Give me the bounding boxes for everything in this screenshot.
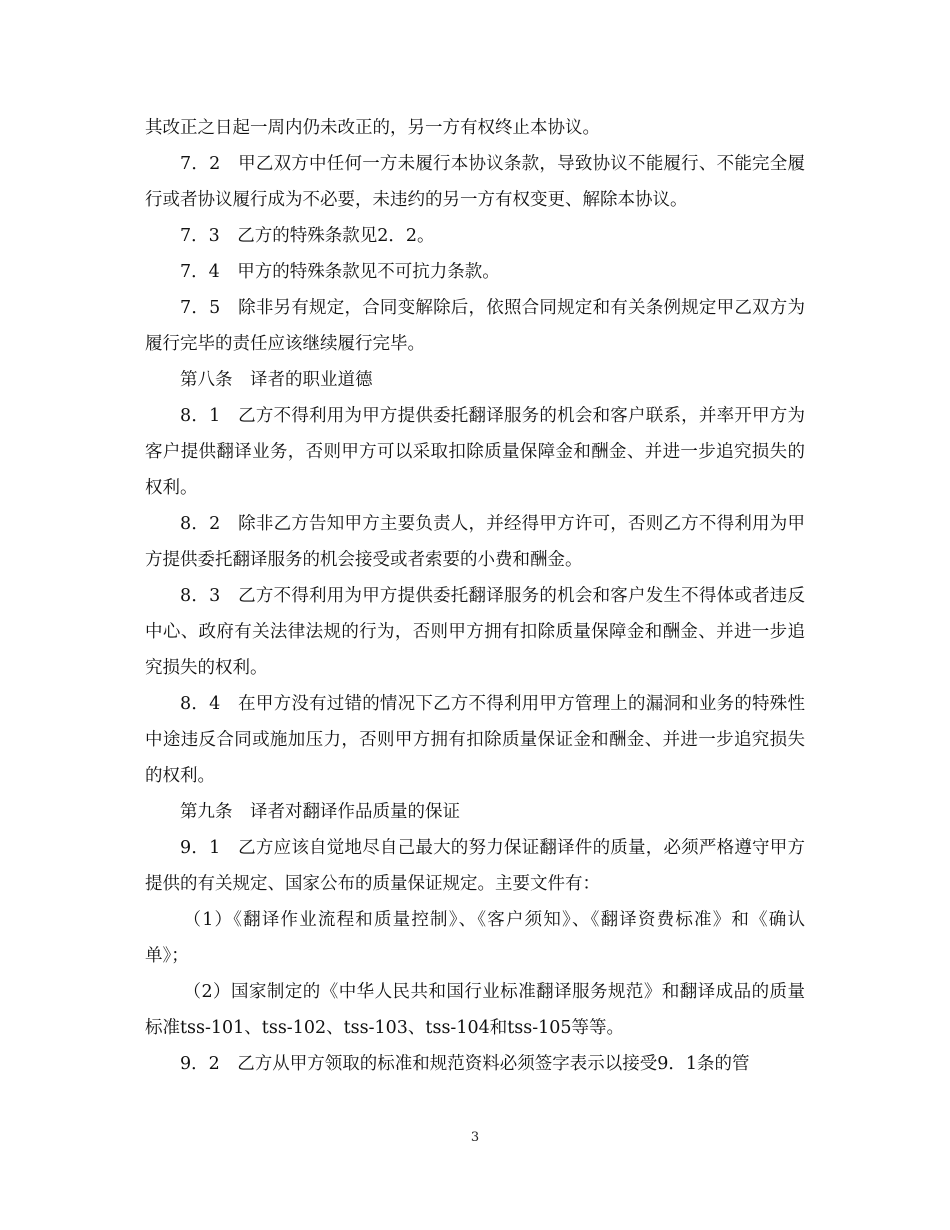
clause-9-1: 9．1 乙方应该自觉地尽自己最大的努力保证翻译件的质量，必须严格遵守甲方提供的有关规定、国家公布的质量保证规定。主要文件有： — [145, 838, 805, 894]
document-body — [145, 110, 805, 1082]
clause-9-2: 9．2 乙方从甲方领取的标准和规范资料必须签字表示以接受9．1条的管 — [180, 1054, 750, 1074]
clause-8-1: 8．1 乙方不得利用为甲方提供委托翻译服务的机会和客户联系，并率开甲方为客户提供翻译业务，否则甲方可以采取扣除质量保障金和酬金、并进一步追究损失的权利。 — [145, 406, 805, 498]
clause-8-4: 8．4 在甲方没有过错的情况下乙方不得利用甲方管理上的漏洞和业务的特殊性中途违反合同或施加压力，否则甲方拥有扣除质量保证金和酬金、并进一步追究损失的权利。 — [145, 694, 805, 786]
clause-7-3: 7．3 乙方的特殊条款见2．2。 — [180, 226, 435, 246]
article-8-heading: 第八条 译者的职业道德 — [180, 370, 373, 390]
clause-8-3: 8．3 乙方不得利用为甲方提供委托翻译服务的机会和客户发生不得体或者违反中心、政府有关法律法规的行为，否则甲方拥有扣除质量保障金和酬金、并进一步追究损失的权利。 — [145, 586, 805, 678]
page-number: 3 — [470, 1130, 480, 1145]
clause-8-2: 8．2 除非乙方告知甲方主要负责人，并经得甲方许可，否则乙方不得利用为甲方提供委托翻译服务的机会接受或者索要的小费和酬金。 — [145, 514, 805, 570]
clause-7-5: 7．5 除非另有规定，合同变解除后，依照合同规定和有关条例规定甲乙双方为履行完毕的责任应该继续履行完毕。 — [145, 298, 805, 354]
paragraph-continuation: 其改正之日起一周内仍未改正的，另一方有权终止本协议。 — [145, 118, 600, 138]
article-9-heading: 第九条 译者对翻译作品质量的保证 — [180, 802, 460, 822]
list-item-2: （2）国家制定的《中华人民共和国行业标准翻译服务规范》和翻译成品的质量标准tss-101、tss-102、tss-103、tss-104和tss-105等等。 — [145, 982, 805, 1038]
clause-7-2: 7．2 甲乙双方中任何一方未履行本协议条款，导致协议不能履行、不能完全履行或者协议履行成为不必要，未违约的另一方有权变更、解除本协议。 — [145, 154, 805, 210]
clause-7-4: 7．4 甲方的特殊条款见不可抗力条款。 — [180, 262, 500, 282]
list-item-1: （1）《翻译作业流程和质量控制》、《客户须知》、《翻译资费标准》和《确认单》； — [145, 910, 805, 966]
